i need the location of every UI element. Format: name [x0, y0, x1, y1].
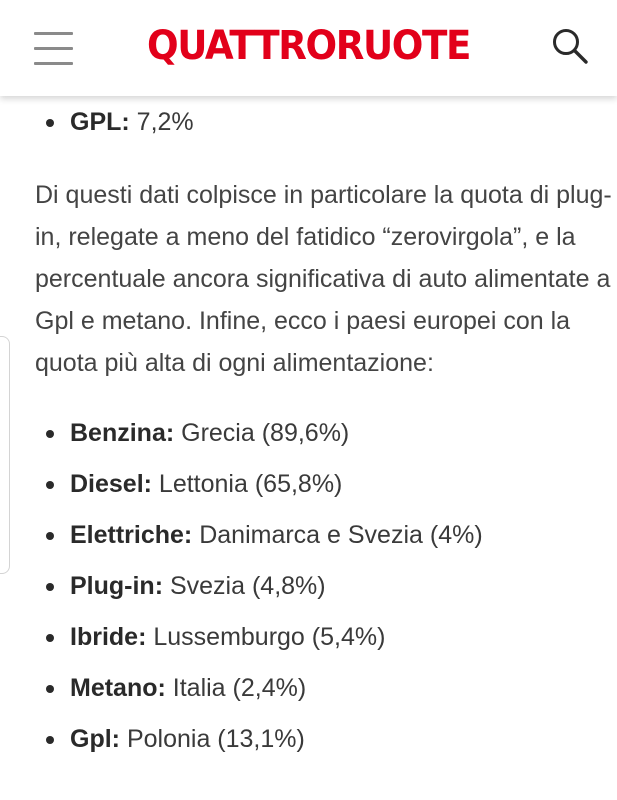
list-item — [0, 510, 483, 561]
list-item-value: Lussemburgo (5,4%) — [146, 623, 386, 651]
country-fuel-list — [0, 408, 483, 765]
list-item-label: Diesel: — [70, 470, 152, 498]
paragraph-line: quota più alta di ogni alimentazione: — [35, 349, 434, 377]
list-item-value: Italia (2,4%) — [165, 674, 307, 702]
fuel-share-list — [0, 97, 194, 148]
bullet-icon — [46, 481, 54, 489]
bullet-icon — [46, 532, 54, 540]
bullet-icon — [46, 583, 54, 591]
article-paragraph — [35, 174, 612, 384]
list-item-label: Metano: — [70, 674, 166, 702]
site-logo[interactable]: QUATTRORUOTE — [146, 23, 470, 69]
list-item-label: Ibride: — [70, 623, 147, 651]
list-item — [0, 97, 194, 148]
paragraph-line: in, relegate a meno del fatidico “zerovirgola”, e la — [35, 223, 576, 251]
bullet-icon — [46, 685, 54, 693]
list-item-value: Lettonia (65,8%) — [151, 470, 343, 498]
list-item-label: GPL: — [70, 108, 130, 136]
list-item — [0, 408, 483, 459]
list-item — [0, 612, 483, 663]
bullet-icon — [46, 119, 54, 127]
paragraph-line: Gpl e metano. Infine, ecco i paesi europei con la — [35, 307, 571, 335]
list-item-value: Polonia (13,1%) — [120, 725, 305, 753]
list-item-value: Svezia (4,8%) — [163, 572, 326, 600]
list-item — [0, 714, 483, 765]
list-item — [0, 663, 483, 714]
list-item-label: Elettriche: — [70, 521, 193, 549]
paragraph-line: Di questi dati colpisce in particolare la quota di plug- — [35, 181, 612, 209]
list-item-value: 7,2% — [129, 108, 194, 136]
article-body — [0, 96, 617, 800]
search-icon[interactable] — [550, 26, 590, 66]
bullet-icon — [46, 430, 54, 438]
list-item — [0, 561, 483, 612]
list-item-label: Plug-in: — [70, 572, 164, 600]
paragraph-line: percentuale ancora significativa di auto alimentate a — [35, 265, 611, 293]
site-header — [0, 0, 617, 96]
list-item-label: Benzina: — [70, 419, 175, 447]
list-item-label: Gpl: — [70, 725, 120, 753]
list-item — [0, 459, 483, 510]
list-item-value: Grecia (89,6%) — [174, 419, 350, 447]
bullet-icon — [46, 634, 54, 642]
list-item-value: Danimarca e Svezia (4%) — [192, 521, 483, 549]
bullet-icon — [46, 736, 54, 744]
